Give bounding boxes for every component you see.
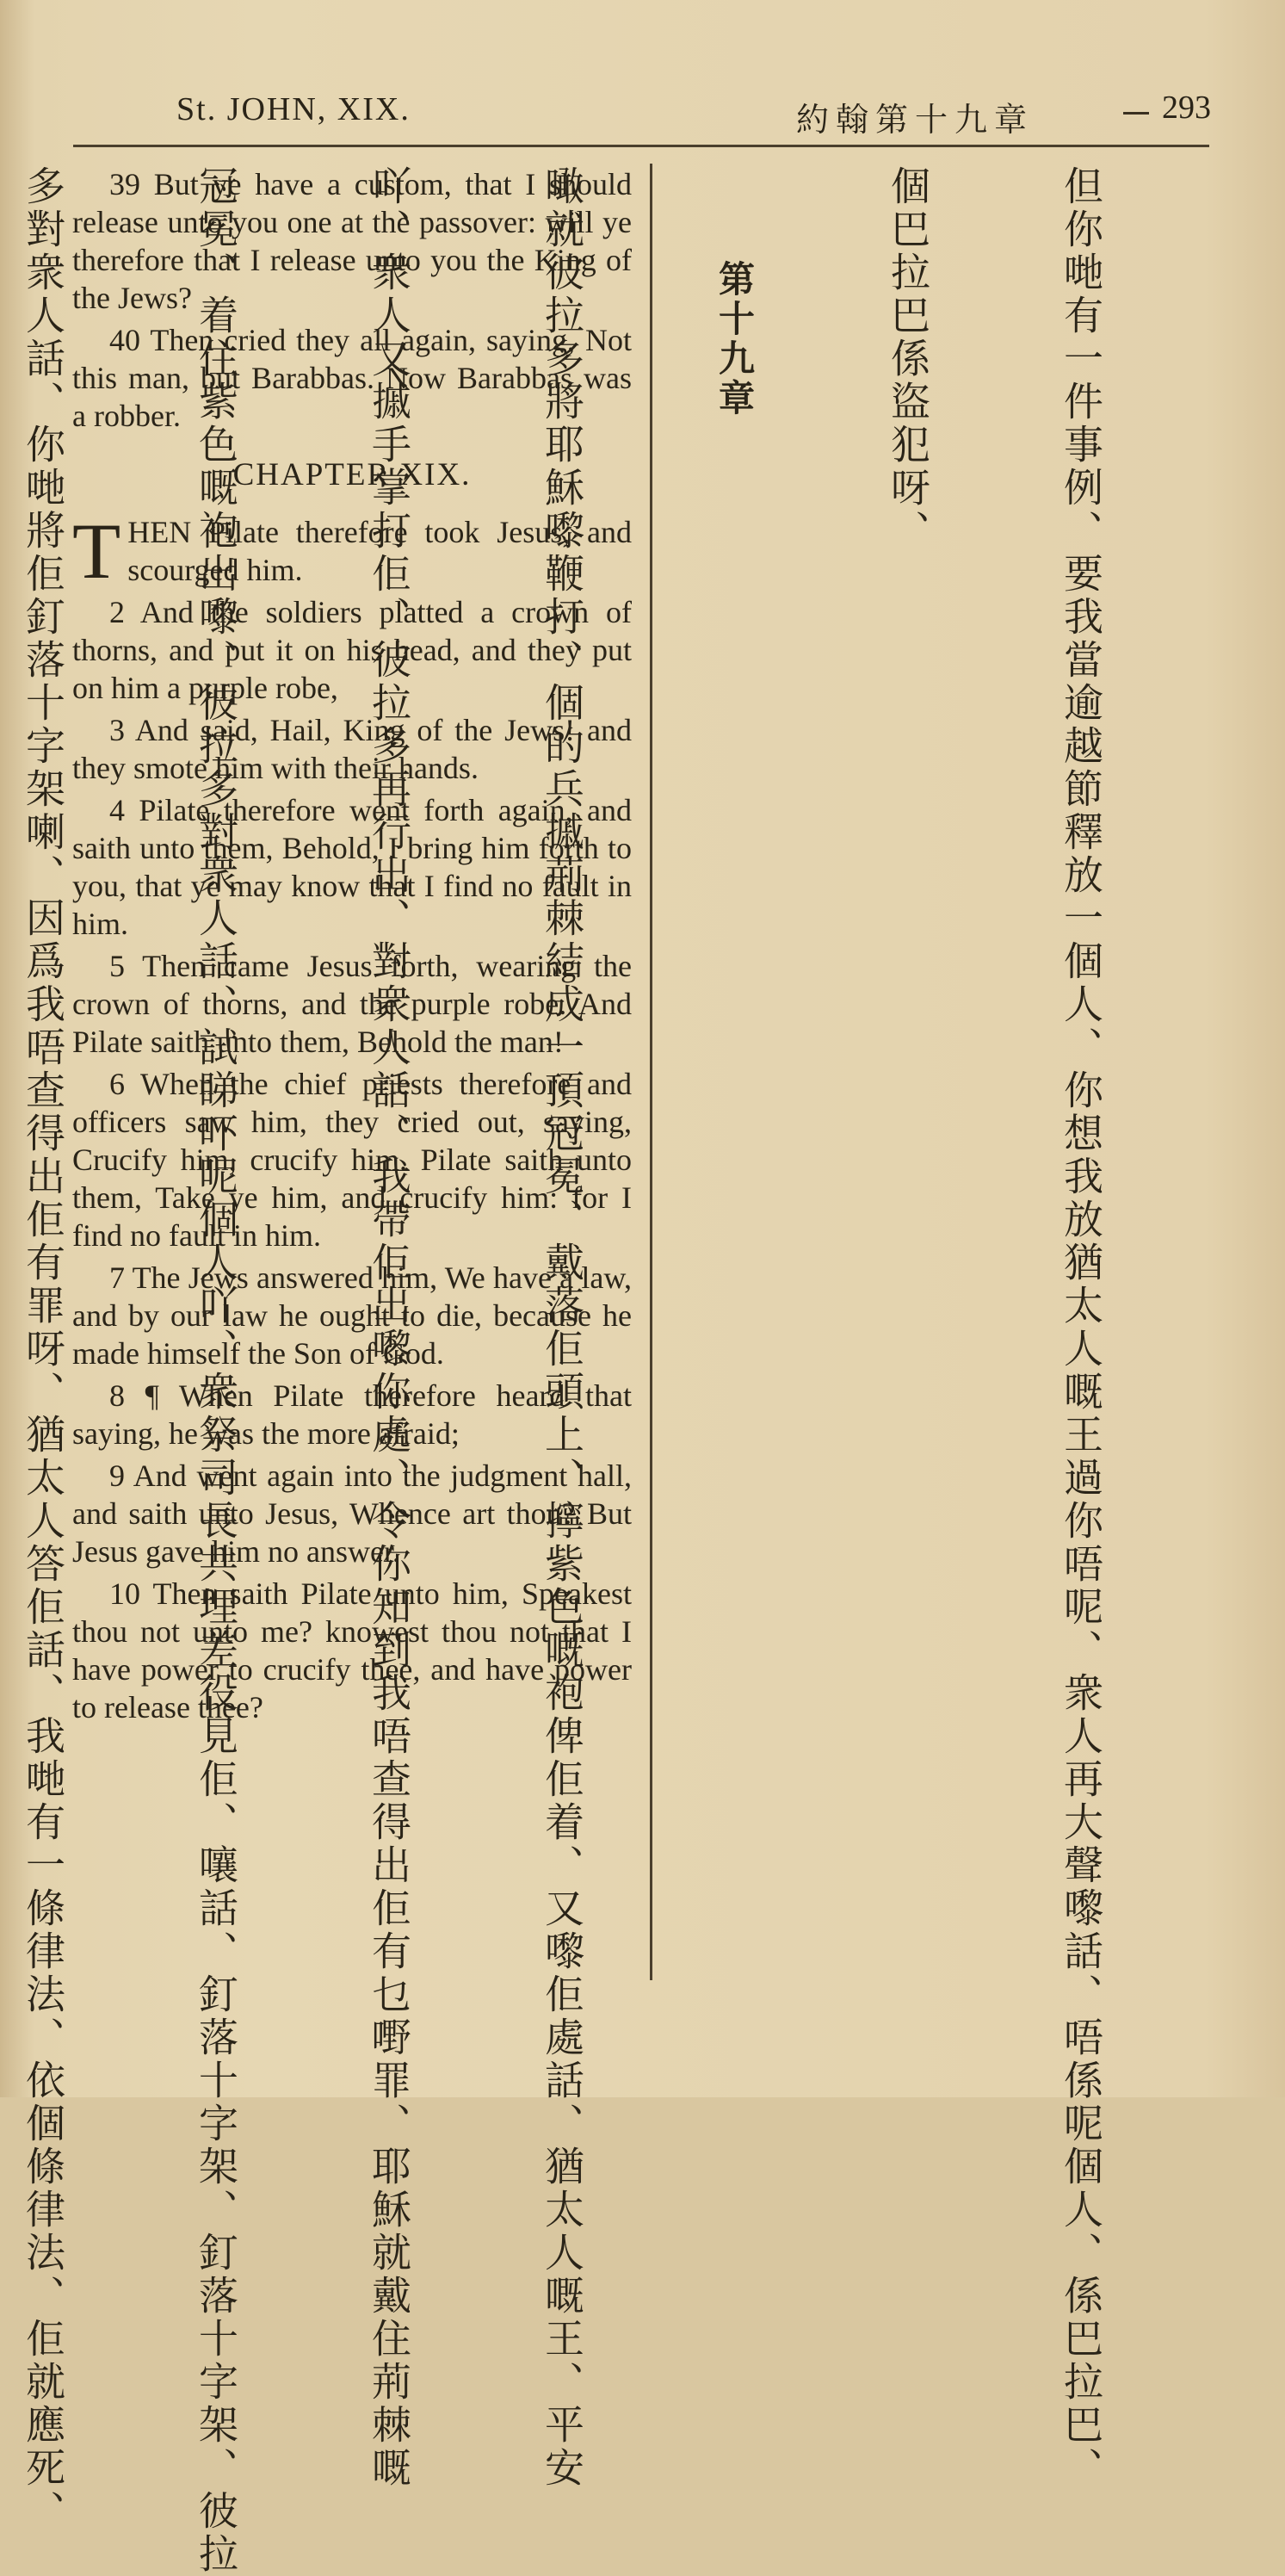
verse-3: 3 And said, Hail, King of the Jews! and they smote him with their hands.: [72, 713, 632, 785]
chinese-chapter-heading: 第十九章: [714, 260, 756, 418]
chinese-line-5: 冠冕、着住紫色嘅袍出嚟、彼拉多對衆人話、試睇吓呢個人吖、衆祭司長共埋差役見佢、嚷話、釘落十字架、釘落十字架、彼拉: [193, 165, 239, 2576]
chinese-line-3: 噉就彼拉多將耶穌嚟鞭打、個的兵摵荊棘結成一頂冠冕、戴落佢頭上、擰紫色嘅袍俾佢着、又嚟佢處話、猶太人嘅王、平安: [539, 165, 585, 2490]
chinese-line-1: 但你哋有一件事例、要我當逾越節釋放一個人、你想我放猶太人嘅王過你唔呢、衆人再大聲嚟話、唔係呢個人、係巴拉巴、: [1058, 165, 1104, 2490]
chinese-line-4: 吖、衆人又摵手掌打佢、彼拉多再行出、對衆人話、我帶佢出嚟你處、令你知到我唔查得出佢有乜嘢罪、耶穌就戴住荊棘嘅: [366, 165, 412, 2490]
verse-39: 39 But ye have a custom, that I should release unto you one at the passover: will ye therefore that I release unto you the King of the Jews?: [72, 167, 632, 315]
chinese-line-2: 個巴拉巴係盜犯呀、: [885, 165, 931, 553]
verse-2: 2 And the soldiers platted a crown of thorns, and put it on his head, and they put on him a purple robe,: [72, 595, 632, 705]
verse-1-text: HEN Pilate therefore took Jesus, and scourged him.: [127, 515, 632, 587]
header-rule: [73, 145, 1209, 147]
verse-8: 8 ¶ When Pilate therefore heard that saying, he was the more afraid;: [72, 1378, 632, 1451]
running-head-chinese: 約翰第十九章: [796, 101, 1035, 139]
chinese-line-6: 多對衆人話、你哋將佢釘落十字架喇、因爲我唔查得出佢有罪呀、猶太人答佢話、我哋有一條律法、依個條律法、佢就應死、: [20, 165, 66, 2533]
verse-10: 10 Then saith Pilate unto him, Speakest thou not unto me? knowest thou not that I have power to crucify thee, and have power to release thee?: [72, 1576, 632, 1725]
verse-4: 4 Pilate therefore went forth again, and saith unto them, Behold, I bring him forth to you, that ye may know that I find no fault in him.: [72, 793, 632, 941]
verse-9: 9 And went again into the judgment hall, and saith unto Jesus, Whence art thou? But Jesus gave him no answer.: [72, 1458, 632, 1569]
verse-40: 40 Then cried they all again, saying, Not this man, but Barabbas. Now Barabbas was a robber.: [72, 323, 632, 433]
chapter-heading: CHAPTER XIX.: [232, 457, 472, 492]
verse-6: 6 When the chief priests therefore and officers saw him, they cried out, saying, Crucify him, crucify him. Pilate saith unto them, Take ye him, and crucify him: for I find no fault in him.: [72, 1067, 632, 1253]
verse-5: 5 Then came Jesus forth, wearing the crown of thorns, and the purple robe. And Pilate saith unto them, Behold the man!: [72, 949, 632, 1059]
running-head-english: St. JOHN, XIX.: [176, 91, 411, 127]
verse-7: 7 The Jews answered him, We have a law, and by our law he ought to die, because he made himself the Son of God.: [72, 1260, 632, 1371]
drop-cap: T: [72, 507, 121, 595]
page-number: 293: [1162, 90, 1211, 126]
header-dash: [1123, 112, 1149, 115]
